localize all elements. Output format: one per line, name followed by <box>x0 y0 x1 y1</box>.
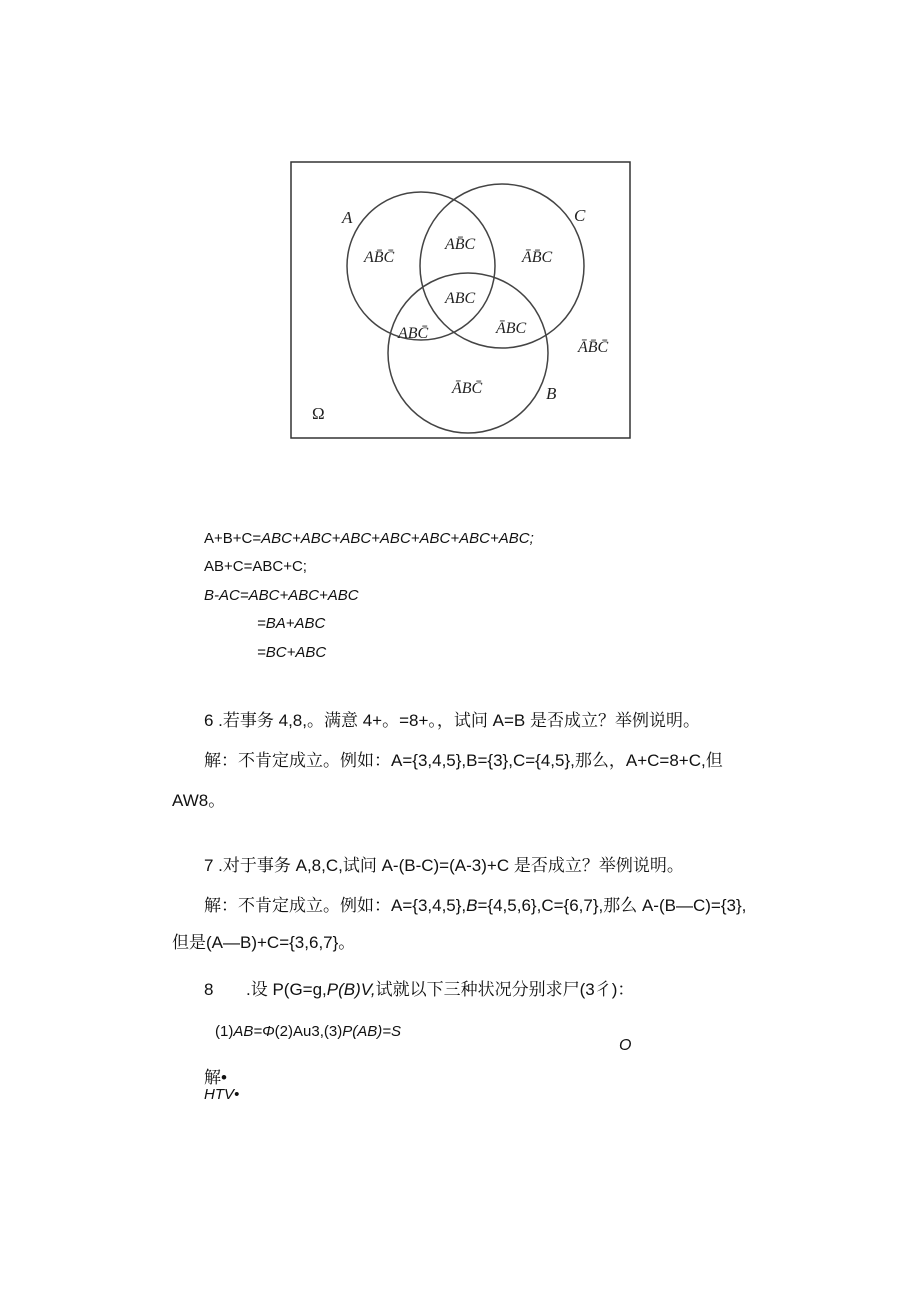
q8-question-c: 试就以下三种状况分别求尸(3彳)： <box>375 980 635 999</box>
region-a-only: AB̄C̄ <box>364 249 395 266</box>
region-c-only: ĀB̄C <box>522 249 553 266</box>
q7-answer-line2: 但是(A—B)+C={3,6,7}。 <box>172 933 356 952</box>
q8-question <box>246 980 634 1000</box>
q8-solution-label: 解• <box>204 1068 227 1087</box>
formula-line-3: B-AC=ABC+ABC+ABC <box>204 587 359 604</box>
q8-number: 8 <box>204 980 214 999</box>
formula-1-rhs: ABC+ABC+ABC+ABC+ABC+ABC+ABC; <box>261 530 534 547</box>
region-outside: ĀB̄C̄ <box>578 339 609 356</box>
q8-cases <box>215 1022 401 1042</box>
q7-answer-prefix: 解：不肯定成立。例如：A={3,4,5}, <box>204 896 467 915</box>
region-b-and-c: ĀBC <box>496 320 527 337</box>
q8-htv: HTV• <box>204 1086 240 1103</box>
q7-answer-line1 <box>204 896 746 916</box>
q8-question-a: .设 P(G=g, <box>246 980 327 999</box>
q7-question: 7 .对于事务 A,8,C,试问 A-(B-C)=(A-3)+C 是否成立？举例说明。 <box>204 856 684 875</box>
region-center: ABC <box>445 290 476 307</box>
formula-1-lhs: A+B+C= <box>204 530 262 547</box>
q6-question: 6 .若事务 4,8,。满意 4+。=8+。，试问 A=B 是否成立？举例说明。 <box>204 711 700 730</box>
label-b: B <box>546 384 557 403</box>
venn-diagram <box>290 161 632 441</box>
formula-line-1 <box>204 529 534 549</box>
formula-line-5: =BC+ABC <box>257 644 327 661</box>
circle-a <box>347 192 495 340</box>
q6-answer-line2: AW8。 <box>172 791 226 810</box>
region-a-and-b: ABC̄ <box>398 325 429 342</box>
q8-question-b: P(B)V, <box>326 980 376 999</box>
q8-cases-d: P(AB)=S <box>342 1023 401 1040</box>
region-a-and-c: AB̄C <box>445 236 476 253</box>
region-b-only: ĀBC̄ <box>452 380 483 397</box>
q8-cases-b: AB=Φ <box>233 1023 275 1040</box>
label-omega: Ω <box>312 404 325 423</box>
q7-answer-suffix: ={4,5,6},C={6,7},那么 A-(B—C)={3}, <box>477 896 747 915</box>
q8-stray-o: O <box>619 1037 632 1054</box>
label-a: A <box>342 208 353 227</box>
q8-cases-c: (2)Au3,(3) <box>274 1023 343 1040</box>
q6-answer-line1: 解：不肯定成立。例如：A={3,4,5},B={3},C={4,5},那么，A+C=8+C,但 <box>204 751 723 770</box>
formula-line-2: AB+C=ABC+C; <box>204 558 307 575</box>
q7-answer-b: B <box>466 896 478 915</box>
formula-line-4: =BA+ABC <box>257 615 326 632</box>
q8-cases-a: (1) <box>215 1023 234 1040</box>
label-c: C <box>574 206 586 225</box>
